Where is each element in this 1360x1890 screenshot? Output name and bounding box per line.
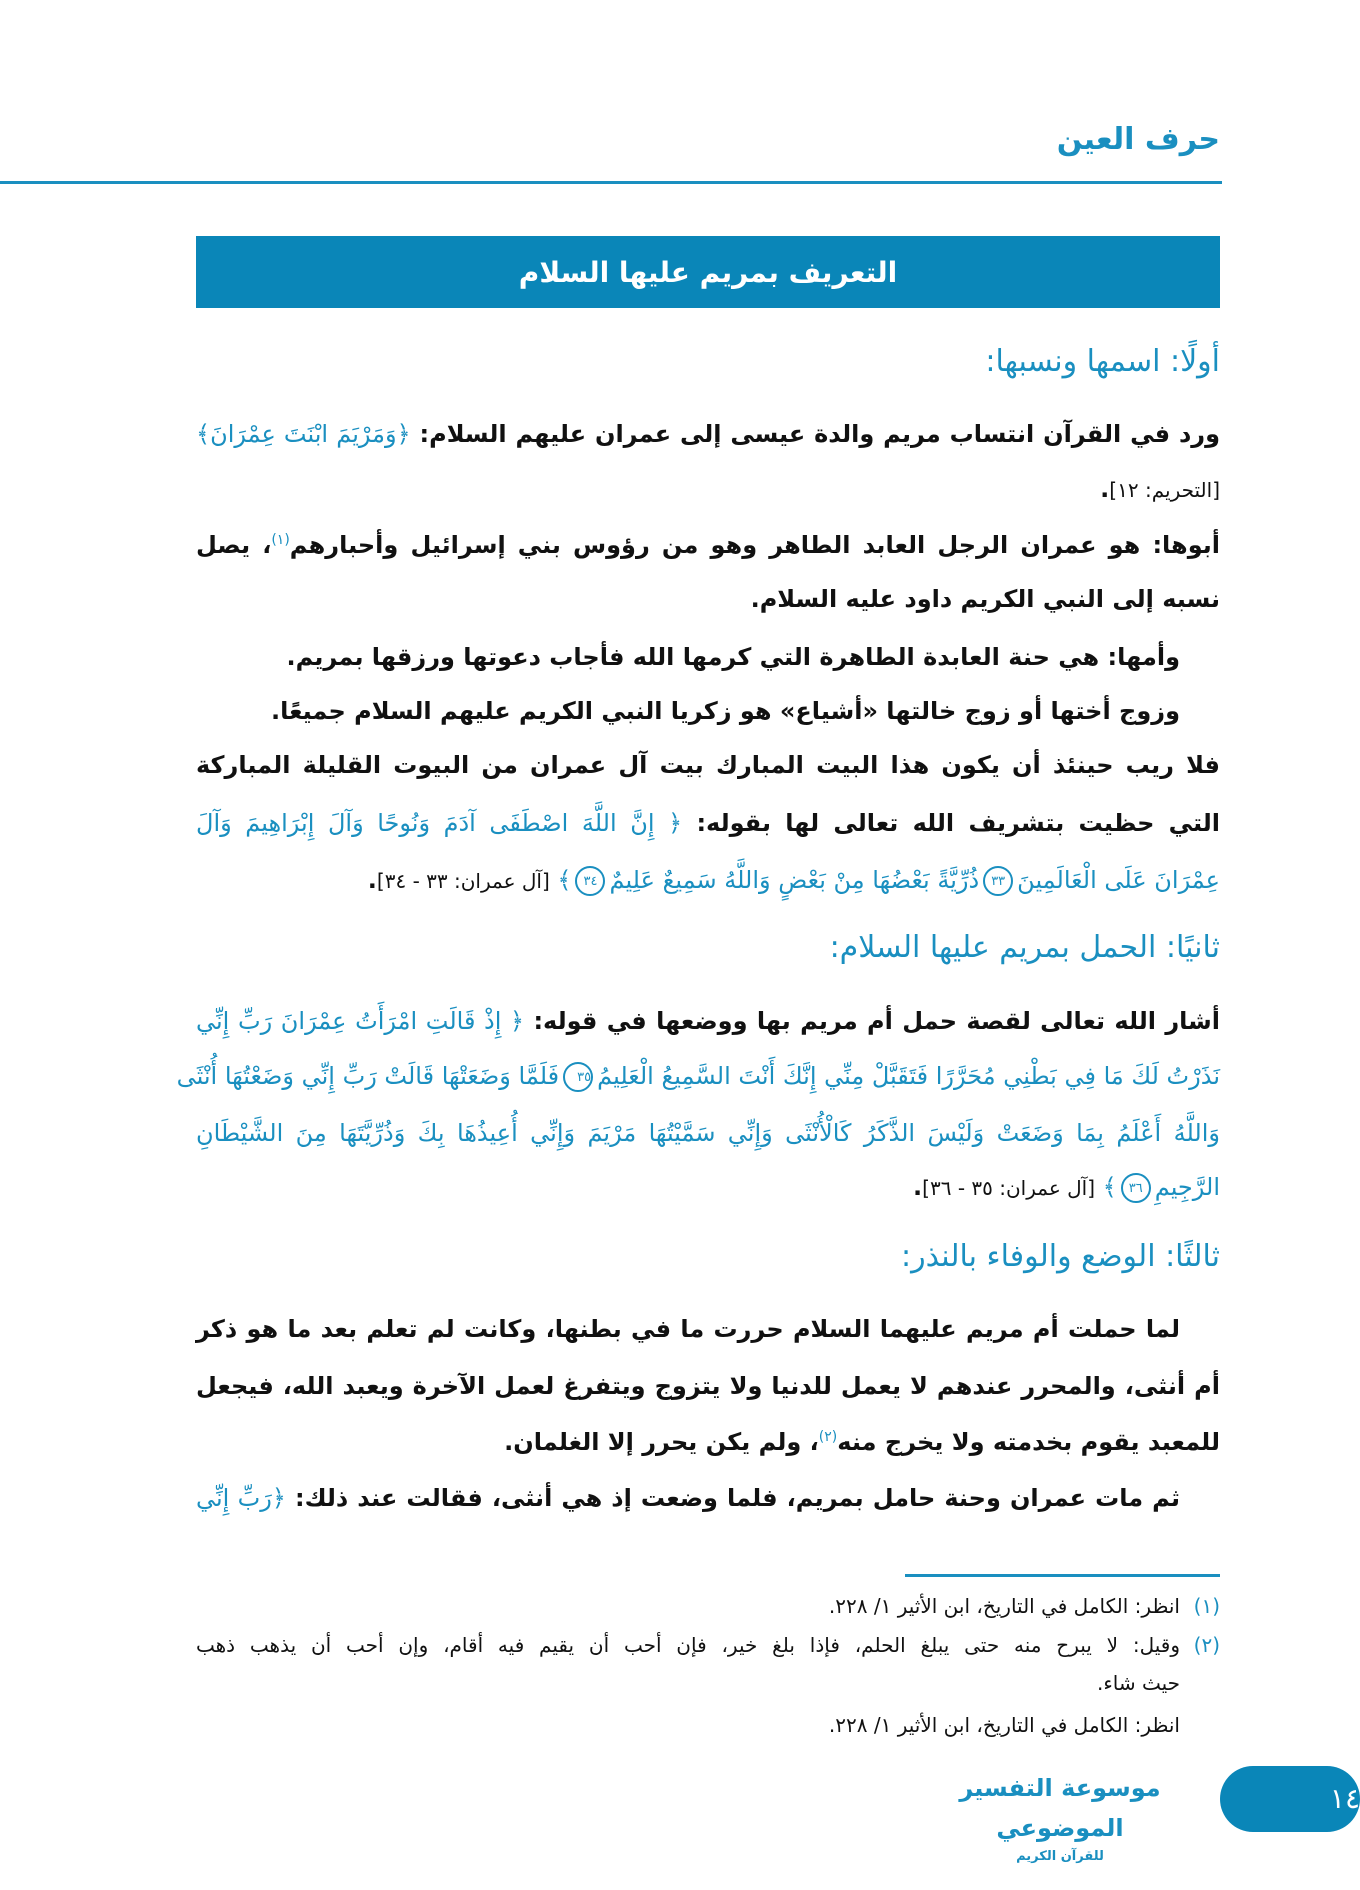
footnote-divider — [905, 1574, 1220, 1577]
quran-verse: ﴿وَمَرْيَمَ ابْنَتَ عِمْرَانَ﴾ — [196, 420, 411, 448]
chapter-title-bar — [196, 236, 1220, 308]
quran-verse: ذُرِّيَّةً بَعْضُهَا مِنْ بَعْضٍ وَاللَّهُ سَمِيعٌ عَلِيمٌ — [609, 866, 980, 894]
logo-title: موسوعة التفسير الموضوعي — [959, 1774, 1161, 1842]
verse-reference: [التحريم: ١٢] — [1109, 478, 1220, 502]
section-heading — [196, 923, 1220, 973]
text-line — [196, 686, 1220, 736]
text: ثم مات عمران وحنة حامل بمريم، فلما وضعت إذ هي أنثى، فقالت عند ذلك: — [285, 1484, 1180, 1512]
text: أم أنثى، والمحرر عندهم لا يعمل للدنيا ولا يتزوج ويتفرغ لعمل الآخرة ويعبد الله، فيجعل — [196, 1372, 1220, 1400]
quran-verse: وَاللَّهُ أَعْلَمُ بِمَا وَضَعَتْ وَلَيْسَ الذَّكَرُ كَالْأُنْثَى وَإِنِّي سَمَّيْتُهَا مَرْيَمَ وَإِنِّي أُعِيذُهَا بِكَ وَذُرِّيَّتَهَا مِنَ الشَّيْطَانِ — [196, 1119, 1220, 1147]
text-line — [196, 1417, 1220, 1467]
text: . — [913, 1173, 923, 1201]
quran-verse: الرَّجِيمِ — [1154, 1173, 1220, 1201]
text-line — [196, 632, 1220, 682]
text-line — [196, 740, 1220, 790]
text-line — [196, 574, 1220, 624]
text-line — [196, 1108, 1220, 1158]
quran-verse: نَذَرْتُ لَكَ مَا فِي بَطْنِي مُحَرَّرًا فَتَقَبَّلْ مِنِّي إِنَّكَ أَنْتَ السَّمِيعُ الْعَلِيمُ — [597, 1062, 1220, 1090]
text: وزوج أختها أو زوج خالتها «أشياع» هو زكريا النبي الكريم عليهم السلام جميعًا. — [270, 697, 1180, 725]
quran-verse: عِمْرَانَ عَلَى الْعَالَمِينَ — [1017, 866, 1220, 894]
ayah-number-marker: ٣٥ — [563, 1062, 593, 1092]
footnote-number: (٢) — [1193, 1633, 1220, 1657]
section-heading — [196, 1232, 1220, 1282]
text-line — [196, 464, 1220, 514]
text: أولًا: اسمها ونسبها: — [985, 344, 1220, 379]
text-line — [196, 855, 1220, 905]
footnote-2 — [196, 1626, 1220, 1664]
text-line — [196, 409, 1220, 459]
text: نسبه إلى النبي الكريم داود عليه السلام. — [750, 585, 1220, 613]
text-line — [196, 1361, 1220, 1411]
text: وأمها: هي حنة العابدة الطاهرة التي كرمها الله فأجاب دعوتها ورزقها بمريم. — [286, 643, 1180, 671]
text: فلا ريب حينئذ أن يكون هذا البيت المبارك بيت آل عمران من البيوت القليلة المباركة — [196, 751, 1220, 779]
footnote-text: انظر: الكامل في التاريخ، ابن الأثير ١/ ٢٢٨. — [828, 1594, 1180, 1618]
ayah-number-marker: ٣٦ — [1121, 1173, 1151, 1203]
text: ورد في القرآن انتساب مريم والدة عيسى إلى عمران عليهم السلام: — [410, 420, 1221, 448]
quran-verse: ﴾ — [1095, 1173, 1117, 1201]
text-line — [196, 520, 1220, 570]
text: التي حظيت بتشريف الله تعالى لها بقوله: — [682, 809, 1221, 837]
encyclopedia-logo — [930, 1768, 1190, 1864]
section-header: حرف العين — [1056, 122, 1220, 157]
text: ثالثًا: الوضع والوفاء بالنذر: — [900, 1239, 1220, 1274]
quran-verse: ﴿رَبِّ إِنِّي — [196, 1484, 286, 1512]
text: للمعبد يقوم بخدمته ولا يخرج منه — [837, 1428, 1220, 1456]
quran-verse: فَلَمَّا وَضَعَتْهَا قَالَتْ رَبِّ إِنِّي وَضَعْتُهَا أُنْثَى — [176, 1062, 560, 1090]
text-line — [196, 798, 1220, 848]
text: لما حملت أم مريم عليهما السلام حررت ما في بطنها، وكانت لم تعلم بعد ما هو ذكر — [196, 1315, 1180, 1343]
text: أشار الله تعالى لقصة حمل أم مريم بها ووضعها في قوله: — [524, 1007, 1220, 1035]
footnote-marker[interactable]: (٢) — [818, 1429, 838, 1445]
text-line — [196, 1473, 1220, 1523]
text-line — [176, 1051, 1220, 1101]
verse-reference: [آل عمران: ٣٥ - ٣٦] — [922, 1176, 1096, 1200]
text-line — [196, 1304, 1220, 1354]
footnote-text: وقيل: لا يبرح منه حتى يبلغ الحلم، فإذا بلغ خير، فإن أحب أن يقيم فيه أقام، وإن أحب أن يذهب ذهب — [196, 1633, 1180, 1657]
header-divider — [0, 181, 1222, 184]
quran-verse: ﴿ إِنَّ اللَّهَ اصْطَفَى آدَمَ وَنُوحًا وَآلَ إِبْرَاهِيمَ وَآلَ — [196, 809, 683, 837]
footnote-marker[interactable]: (١) — [271, 532, 290, 548]
text: . — [367, 866, 377, 894]
text: أبوها: هو عمران الرجل العابد الطاهر وهو من رؤوس بني إسرائيل وأحبارهم — [289, 531, 1220, 559]
footnote-number: (١) — [1193, 1594, 1220, 1618]
text: ، ولم يكن يحرر إلا الغلمان. — [504, 1428, 819, 1456]
page-number: ١٤ — [1220, 1766, 1360, 1832]
text: . — [1100, 475, 1110, 503]
verse-reference: [آل عمران: ٣٣ - ٣٤] — [376, 869, 550, 893]
text-line — [196, 996, 1220, 1046]
text: ، يصل — [196, 531, 272, 559]
text: ثانيًا: الحمل بمريم عليها السلام: — [829, 930, 1220, 965]
text-line — [196, 1162, 1220, 1212]
quran-verse: ﴾ — [549, 866, 572, 894]
logo-subtitle: للقرآن الكريم — [1016, 1849, 1104, 1864]
chapter-title: التعريف بمريم عليها السلام — [518, 255, 898, 289]
ayah-number-marker: ٣٣ — [983, 866, 1013, 896]
footnote-2-continuation: حيث شاء. — [1096, 1671, 1180, 1695]
quran-verse: ﴿ إِذْ قَالَتِ امْرَأَتُ عِمْرَانَ رَبِّ إِنِّي — [196, 1007, 525, 1035]
footnote-1 — [196, 1587, 1220, 1625]
ayah-number-marker: ٣٤ — [575, 866, 605, 896]
footnote-2-source: انظر: الكامل في التاريخ، ابن الأثير ١/ ٢٢٨. — [828, 1713, 1180, 1737]
section-heading — [196, 337, 1220, 387]
